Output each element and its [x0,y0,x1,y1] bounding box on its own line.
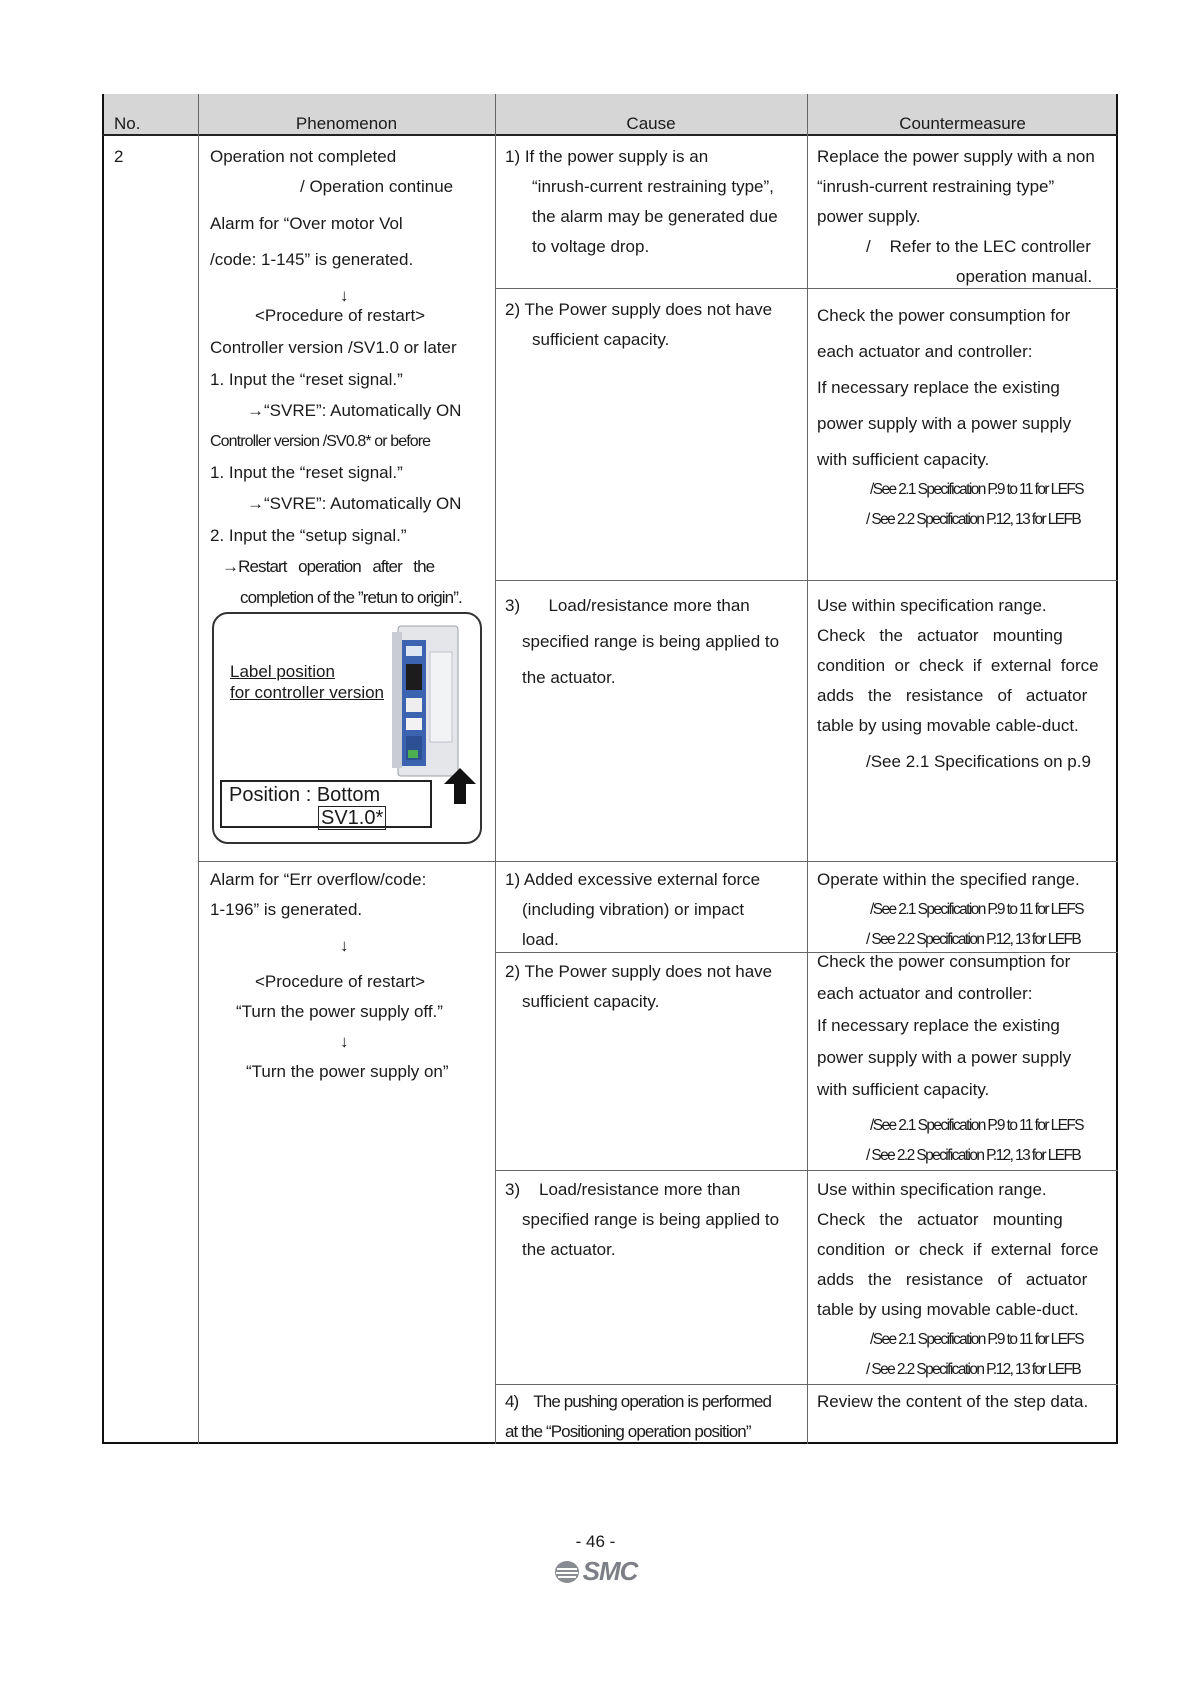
col-divider-3 [807,94,808,1444]
phen-b-procedure: <Procedure of restart> [255,972,426,991]
cm-a2-line-3: power supply with a power supply [817,414,1072,433]
phen-a-line-6: Controller version /SV1.0 or later [210,338,457,357]
cause-a1-line-3: to voltage drop. [532,237,650,256]
cm-b3-line-0: Use within specification range. [817,1180,1047,1199]
phen-a-arrow: ↓ [340,286,349,305]
cm-a3-line-0: Use within specification range. [817,596,1047,615]
cm-b3-line-3: adds the resistance of actuator [817,1270,1088,1289]
label-version-text: for controller version [230,683,385,702]
phen-a-line-2: Alarm for “Over motor Vol [210,214,403,233]
cm-a3-line-5: /See 2.1 Specifications on p.9 [866,752,1091,771]
cm-a1-line-1: “inrush-current restraining type” [817,177,1055,196]
position-bottom-text: Position : Bottom [229,784,381,806]
cm-b2-line-0: Check the power consumption for [817,952,1071,971]
cm-a1-line-2: power supply. [817,207,921,226]
row-divider-b2 [495,1170,1118,1171]
col-divider-1 [198,94,199,1444]
controller-device-image [390,622,470,782]
cm-a2-ref-lefb: / See 2.2 Specification P.12, 13 for LEFB [866,511,1081,528]
phen-a-line-12: 2. Input the “setup signal.” [210,526,407,545]
cause-a2-line-0: 2) The Power supply does not have [505,300,773,319]
cm-b2-ref-lefs: /See 2.1 Specification P.9 to 11 for LEFS [870,1117,1083,1134]
cm-b2-line-4: with sufficient capacity. [817,1080,990,1099]
cm-a1-line-0: Replace the power supply with a non [817,147,1095,166]
cm-b3-line-2: condition or check if external force [817,1240,1099,1259]
cause-b1-line-2: load. [522,930,559,949]
phen-b-line-0: Alarm for “Err overflow/code: [210,870,427,889]
arrow-up-icon [442,766,478,806]
cause-b3-line-0: 3) Load/resistance more than [505,1180,741,1199]
cm-b2-line-1: each actuator and controller: [817,984,1033,1003]
cause-a1-line-0: 1) If the power supply is an [505,147,709,166]
cause-a1-line-2: the alarm may be generated due [532,207,778,226]
phen-b-arrow-1: ↓ [340,936,349,955]
header-cause: Cause [626,114,676,133]
header-phenomenon: Phenomenon [295,114,398,133]
phen-a-line-1: / Operation continue [300,177,454,196]
cause-b3-line-1: specified range is being applied to [522,1210,780,1229]
cause-a1-line-1: “inrush-current restraining type”, [532,177,774,196]
cause-b1-line-1: (including vibration) or impact [522,900,745,919]
cause-b2-line-0: 2) The Power supply does not have [505,962,773,981]
phen-a-line-13: →Restart operation after the [222,557,435,576]
cause-a3-line-1: specified range is being applied to [522,632,780,651]
header-countermeasure: Countermeasure [899,114,1026,133]
cm-a2-line-2: If necessary replace the existing [817,378,1060,397]
phen-a-line-0: Operation not completed [210,147,397,166]
cm-a1-line-4: operation manual. [956,267,1093,286]
cm-a3-line-1: Check the actuator mounting [817,626,1063,645]
phen-b-line-6: “Turn the power supply on” [246,1062,449,1081]
col-divider-2 [495,94,496,1444]
phen-b-line-1: 1-196” is generated. [210,900,363,919]
page-number: - 46 - [575,1532,616,1551]
cause-a3-line-2: the actuator. [522,668,616,687]
smc-logo-text: SMC [582,1556,638,1586]
cm-a2-line-4: with sufficient capacity. [817,450,990,469]
cause-a3-line-0: 3) Load/resistance more than [505,596,750,615]
row-divider-group [198,861,1118,862]
cause-b1-line-0: 1) Added excessive external force [505,870,761,889]
cm-b1-ref-lefs: /See 2.1 Specification P.9 to 11 for LEFS [870,901,1083,918]
header-divider [102,134,1118,136]
cm-a3-line-2: condition or check if external force [817,656,1099,675]
cm-a2-ref-lefs: /See 2.1 Specification P.9 to 11 for LEFS [870,481,1083,498]
phen-a-line-14: completion of the ”retun to origin”. [240,588,462,607]
phen-a-line-9: Controller version /SV0.8* or before [210,433,431,450]
phen-a-line-8: →“SVRE”: Automatically ON [247,401,462,420]
phen-b-line-4: “Turn the power supply off.” [236,1002,443,1021]
cm-b3-ref-lefb: / See 2.2 Specification P.12, 13 for LEFB [866,1361,1081,1378]
cm-b2-line-3: power supply with a power supply [817,1048,1072,1067]
cm-a1-line-3: / Refer to the LEC controller [866,237,1091,256]
phen-a-line-7: 1. Input the “reset signal.” [210,370,403,389]
phen-a-procedure: <Procedure of restart> [255,306,426,325]
cm-b4-line-0: Review the content of the step data. [817,1392,1089,1411]
cause-b4-line-1: at the “Positioning operation position” [505,1422,751,1441]
cm-b3-line-4: table by using movable cable-duct. [817,1300,1079,1319]
header-no: No. [114,114,141,133]
cm-a2-line-0: Check the power consumption for [817,306,1071,325]
label-position-text: Label position [230,662,335,681]
cm-b1-ref-lefb: / See 2.2 Specification P.12, 13 for LEFB [866,931,1081,948]
cm-b2-line-2: If necessary replace the existing [817,1016,1060,1035]
version-label: SV1.0* [318,806,386,830]
phen-b-arrow-2: ↓ [340,1032,349,1051]
cm-b3-line-1: Check the actuator mounting [817,1210,1063,1229]
cm-a2-line-1: each actuator and controller: [817,342,1033,361]
cause-b3-line-2: the actuator. [522,1240,616,1259]
cm-a3-line-3: adds the resistance of actuator [817,686,1088,705]
cause-b4-line-0: 4) The pushing operation is performed [505,1392,772,1411]
cause-b2-line-1: sufficient capacity. [522,992,660,1011]
smc-logo-mark-icon [554,1560,580,1584]
row-divider-a1 [495,288,1118,289]
cm-b3-ref-lefs: /See 2.1 Specification P.9 to 11 for LEFS [870,1331,1083,1348]
row-divider-b3 [495,1384,1118,1385]
phen-a-line-10: 1. Input the “reset signal.” [210,463,403,482]
smc-logo [0,1556,1191,1589]
row-divider-a2 [495,580,1118,581]
row-number: 2 [114,147,124,166]
phen-a-line-3: /code: 1-145” is generated. [210,250,414,269]
cm-a3-line-4: table by using movable cable-duct. [817,716,1079,735]
cm-b1-line-0: Operate within the specified range. [817,870,1080,889]
phen-a-line-11: →“SVRE”: Automatically ON [247,494,462,513]
cause-a2-line-1: sufficient capacity. [532,330,670,349]
cm-b2-ref-lefb: / See 2.2 Specification P.12, 13 for LEFB [866,1147,1081,1164]
